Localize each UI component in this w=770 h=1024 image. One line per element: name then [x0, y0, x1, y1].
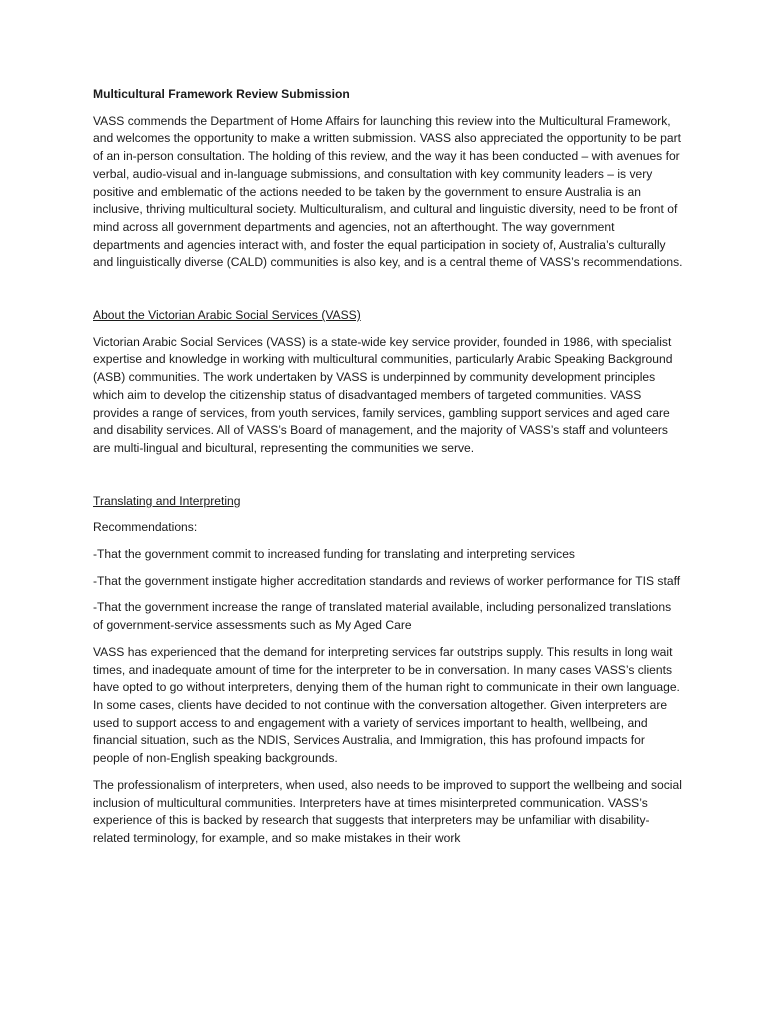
section-spacer — [93, 467, 683, 493]
recommendation-item: -That the government instigate higher accreditation standards and reviews of worker performance for TIS staff — [93, 573, 681, 588]
professionalism-paragraph: The professionalism of interpreters, when used, also needs to be improved to support the wellbeing and social inclusion of multicultural communities. Interpreters have at times misinterpreted communication. VASS’s experience of this is backed by research that suggests that interpreters may be unfamiliar with disability-related terminology, for example, and so make mistakes in their work — [93, 777, 682, 845]
translating-heading: Translating and Interpreting — [93, 493, 241, 508]
intro-paragraph: VASS commends the Department of Home Affairs for launching this review into the Multicultural Framework, and welcomes the opportunity to make a written submission. VASS also appreciated the opportunity to be part of an in-person consultation. The holding of this review, and the way it has been conducted – with avenues for verbal, audio-visual and in-language submissions, and consultation with key community leaders – is very positive and emblematic of the actions needed to be taken by the government to ensure Australia is an inclusive, thriving multicultural society. Multiculturalism, and cultural and linguistic diversity, need to be front of mind across all government departments and agencies, not an afterthought. The way government departments and agencies interact with, and foster the equal participation in society of, Australia’s culturally and linguistically diverse (CALD) communities is also key, and is a central theme of VASS’s recommendations. — [93, 113, 683, 270]
recommendation-item: -That the government increase the range of translated material available, including personalized translations of government-service assessments such as My Aged Care — [93, 600, 672, 633]
document-title: Multicultural Framework Review Submission — [93, 87, 350, 101]
demand-paragraph: VASS has experienced that the demand for interpreting services far outstrips supply. This results in long wait times, and inadequate amount of time for the interpreter to be in conversation. In many cases VASS’s clients have opted to go without interpreters, denying them of the human right to communicate in their own language. In some cases, clients have decided to not continue with the conversation altogether. Given interpreters are used to support access to and engagement with a variety of services important to health, wellbeing, and financial situation, such as the NDIS, Services Australia, and Immigration, this has profound impacts for people of non-English speaking backgrounds. — [93, 644, 680, 766]
document-page — [93, 86, 683, 857]
about-heading: About the Victorian Arabic Social Services (VASS) — [93, 308, 361, 323]
about-paragraph: Victorian Arabic Social Services (VASS) is a state-wide key service provider, founded in 1986, with specialist expertise and knowledge in working with multicultural communities, particularly Arabic Speaking Background (ASB) communities. The work undertaken by VASS is underpinned by community development principles which aim to develop the citizenship status of disadvantaged members of targeted communities. VASS provides a range of services, from youth services, family services, gambling support services and aged care and disability services. All of VASS’s Board of management, and the majority of VASS’s staff and volunteers are multi-lingual and bicultural, representing the communities we serve. — [93, 334, 673, 455]
recommendations-label: Recommendations: — [93, 520, 198, 535]
section-spacer — [93, 281, 683, 307]
recommendation-item: -That the government commit to increased funding for translating and interpreting services — [93, 547, 575, 562]
